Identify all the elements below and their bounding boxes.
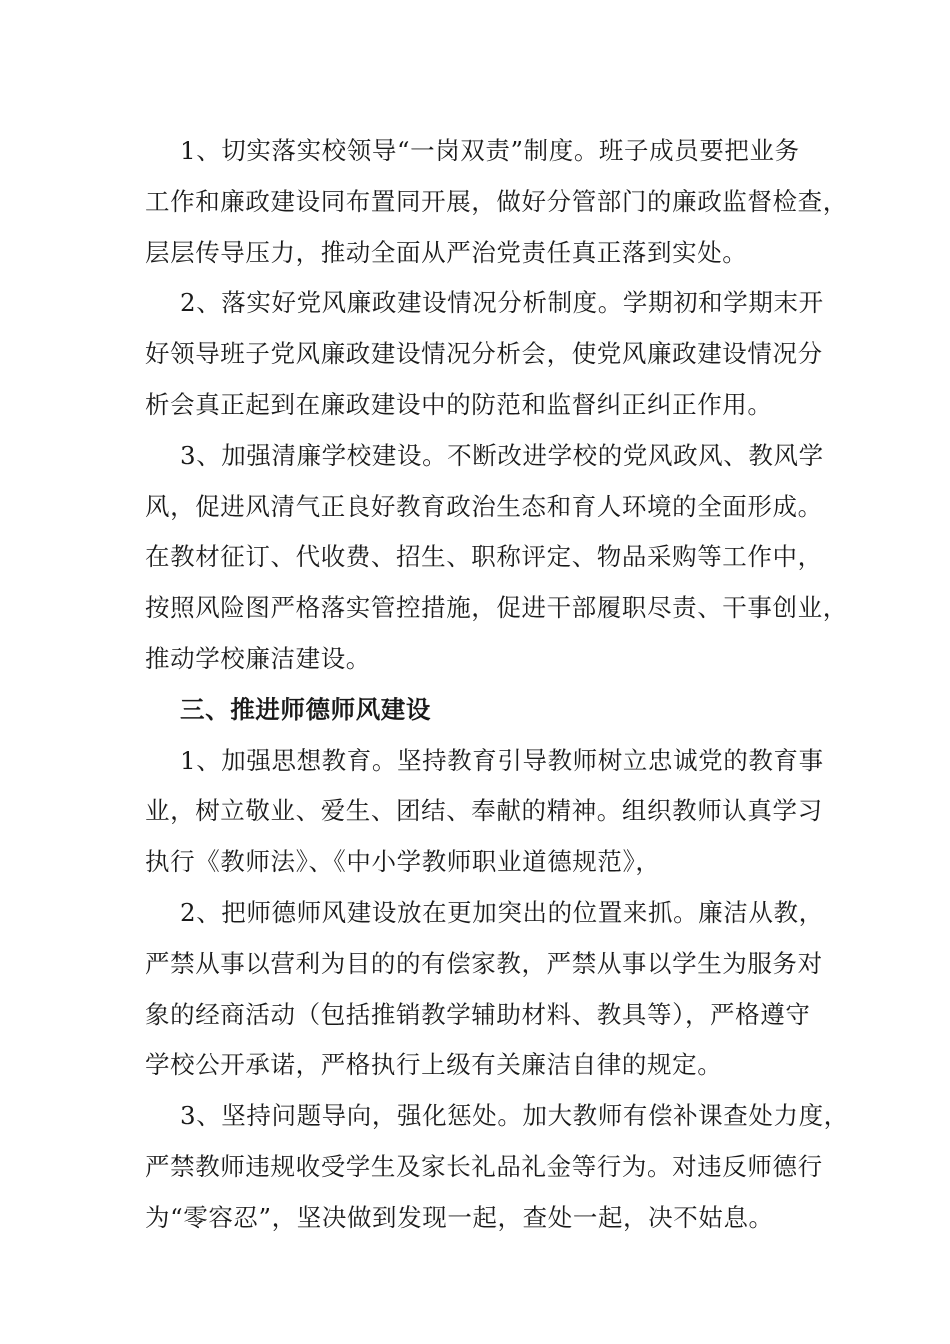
text-line: 好领导班子党风廉政建设情况分析会，使党风廉政建设情况分: [145, 339, 823, 369]
paragraph-2: [145, 278, 824, 430]
text-line: 为“零容忍”，坚决做到发现一起，查处一起，决不姑息。: [145, 1202, 774, 1232]
section-heading: 三、推进师德师风建设: [180, 694, 431, 724]
text-line: 1、加强思想教育。坚持教育引导教师树立忠诚党的教育事: [180, 745, 824, 775]
paragraph-1: [145, 126, 848, 278]
text-line: 严禁从事以营利为目的的有偿家教，严禁从事以学生为服务对: [145, 948, 823, 978]
text-line: 层层传导压力，推动全面从严治党责任真正落到实处。: [145, 237, 748, 267]
paragraph-6: [145, 1091, 849, 1243]
paragraph-4: [145, 736, 824, 888]
document-body: [145, 126, 849, 1244]
text-line: 析会真正起到在廉政建设中的防范和监督纠正纠正作用。: [145, 389, 773, 419]
text-line: 在教材征订、代收费、招生、职称评定、物品采购等工作中，: [145, 542, 823, 572]
paragraph-3: [145, 431, 848, 685]
text-line: 象的经商活动（包括推销教学辅助材料、教具等），严格遵守: [145, 999, 811, 1029]
text-line: 学校公开承诺，严格执行上级有关廉洁自律的规定。: [145, 1050, 723, 1080]
text-line: 风，促进风清气正良好教育政治生态和育人环境的全面形成。: [145, 491, 823, 521]
text-line: 2、把师德师风建设放在更加突出的位置来抓。廉洁从教，: [180, 897, 824, 927]
paragraph-5: [145, 888, 824, 1091]
text-line: 3、坚持问题导向，强化惩处。加大教师有偿补课查处力度，: [180, 1101, 849, 1131]
text-line: 执行《教师法》、《中小学教师职业道德规范》，: [145, 847, 661, 877]
text-line: 按照风险图严格落实管控措施，促进干部履职尽责、干事创业，: [145, 593, 848, 623]
text-line: 3、加强清廉学校建设。不断改进学校的党风政风、教风学: [180, 440, 824, 470]
text-line: 2、落实好党风廉政建设情况分析制度。学期初和学期末开: [180, 288, 824, 318]
text-line: 严禁教师违规收受学生及家长礼品礼金等行为。对违反师德行: [145, 1151, 823, 1181]
text-line: 业，树立敬业、爱生、团结、奉献的精神。组织教师认真学习: [145, 796, 823, 826]
text-line: 推动学校廉洁建设。: [145, 643, 371, 673]
text-line: 1、切实落实校领导“一岗双责”制度。班子成员要把业务: [180, 136, 800, 165]
text-line: 工作和廉政建设同布置同开展，做好分管部门的廉政监督检查，: [145, 186, 848, 216]
